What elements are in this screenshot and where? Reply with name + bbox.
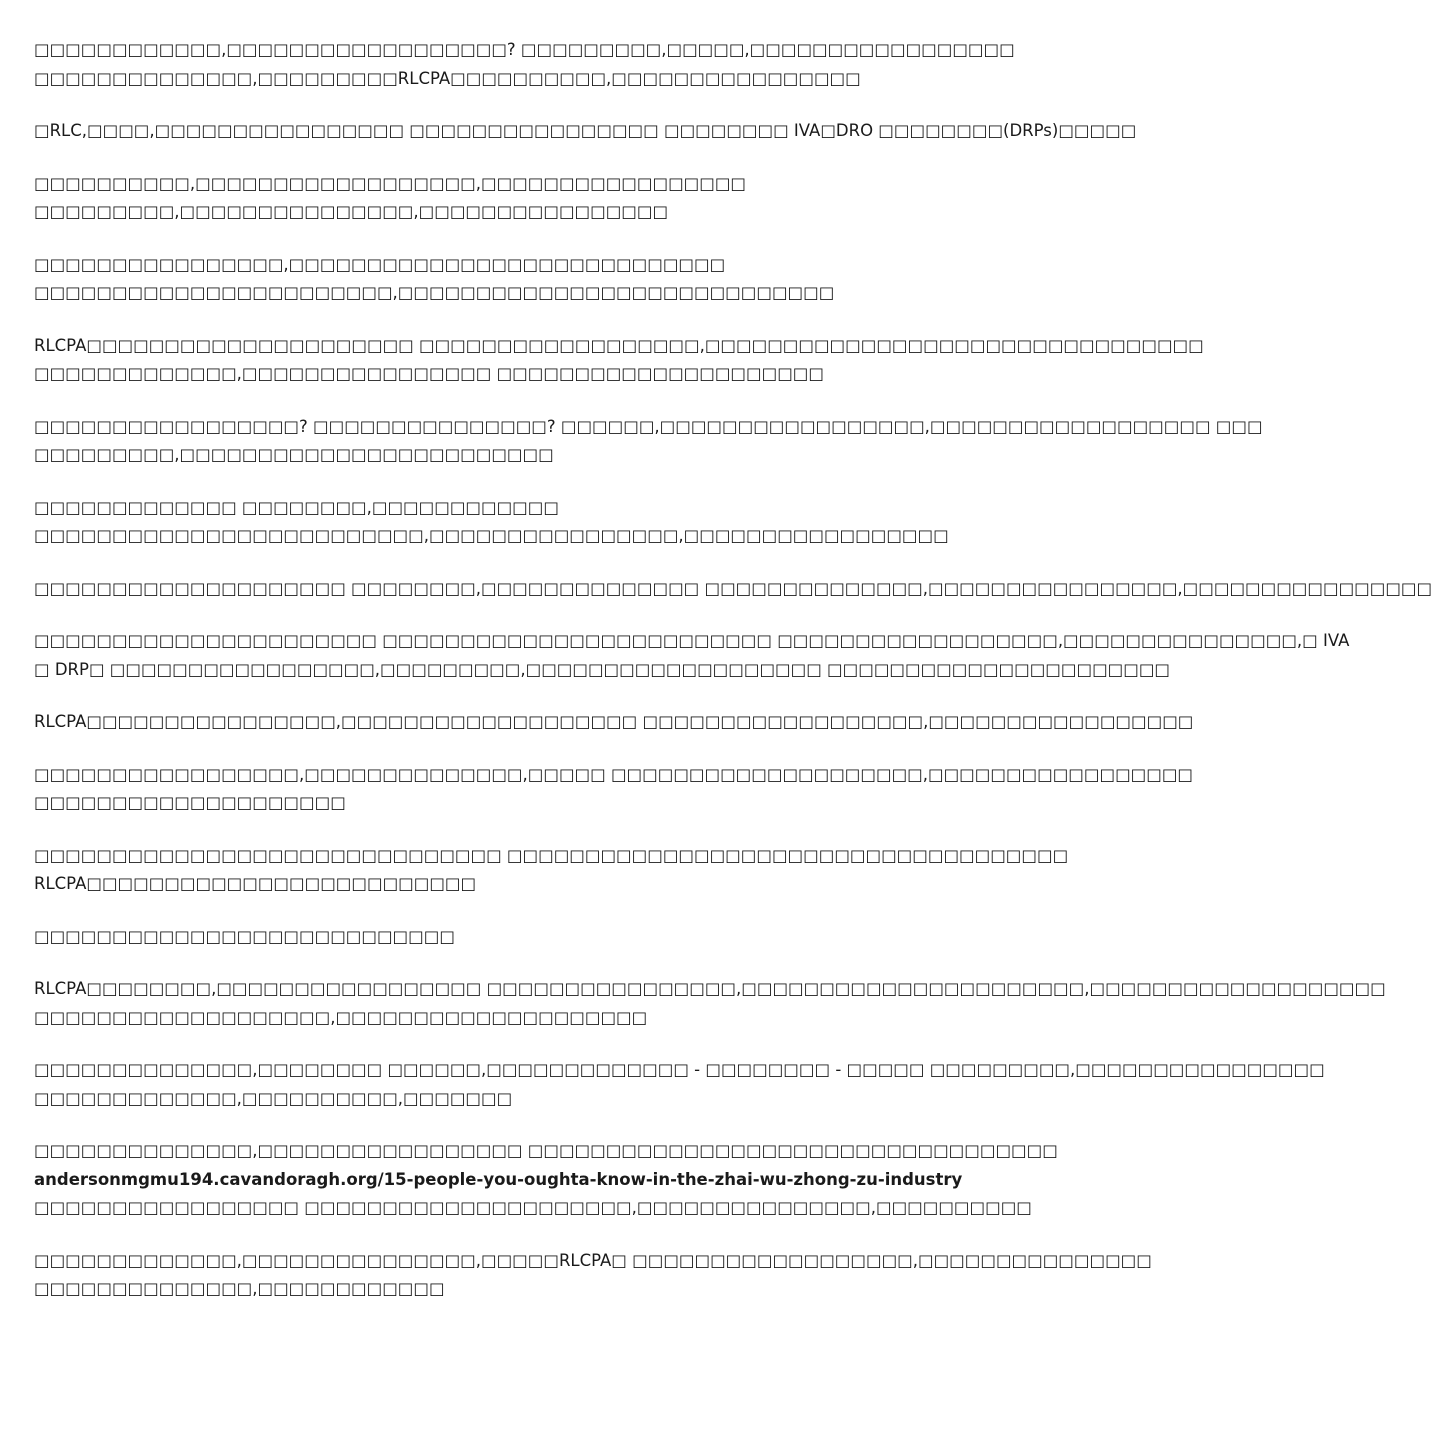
paragraph-line: □□□□□□□□□□□□□□□□□? □□□□□□□□□□□□□□□? □□□□□□,□□□□□□□□□□□□□□□□□,□□□□□□□□□□□□□□□□□□ □□□ — [34, 416, 1263, 436]
paragraph-12 — [34, 842, 1069, 899]
paragraph-line: □ DRP□ □□□□□□□□□□□□□□□□□,□□□□□□□□□,□□□□□□□□□□□□□□□□□□□ □□□□□□□□□□□□□□□□□□□□□□ — [34, 659, 1171, 679]
paragraph-line: □□□□□□□□□,□□□□□□□□□□□□□□□□□□□□□□□□ — [34, 445, 554, 464]
paragraph-line: □□□□□□□□□□□□□ □□□□□□□□,□□□□□□□□□□□□ — [34, 497, 559, 517]
paragraph-line: □RLC,□□□□,□□□□□□□□□□□□□□□□ □□□□□□□□□□□□□□□□ □□□□□□□□ IVA□DRO □□□□□□□□(DRPs)□□□□□ — [34, 121, 1137, 140]
paragraph-line: □□□□□□□□□□□□□□,□□□□□□□□□RLCPA□□□□□□□□□□,□□□□□□□□□□□□□□□□ — [34, 68, 861, 88]
paragraph-14 — [34, 975, 1386, 1032]
article-link[interactable]: andersonmgmu194.cavandoragh.org/15-people-you-oughta-know-in-the-zhai-wu-zhong-zu-industry — [34, 1169, 963, 1189]
paragraph-13 — [34, 923, 990, 952]
document-body — [34, 36, 1432, 1328]
paragraph-line: □□□□□□□□□□□□□□□□□□□,□□□□□□□□□□□□□□□□□□□□ — [34, 1007, 648, 1027]
paragraph-17 — [34, 1247, 1152, 1304]
paragraph-16 — [34, 1137, 1058, 1223]
paragraph-9 — [34, 627, 1350, 684]
paragraph-line: □□□□□□□□□□□□□□,□□□□□□□□□□□□ — [34, 1279, 445, 1298]
paragraph-15 — [34, 1056, 1325, 1113]
paragraph-line: □□□□□□□□□□□□□□□□□,□□□□□□□□□□□□□□,□□□□□ □□□□□□□□□□□□□□□□□□□□,□□□□□□□□□□□□□□□□□ — [34, 764, 1194, 784]
paragraph-line: □□□□□□□□□□□□□□□□□□□□ □□□□□□□□,□□□□□□□□□□□□□□ □□□□□□□□□□□□□□,□□□□□□□□□□□□□□□□,□□□□□□□□□□□□□□□□ — [34, 578, 1432, 598]
paragraph-2 — [34, 117, 1137, 146]
paragraph-line: □□□□□□□□□□□□□□□□,□□□□□□□□□□□□□□□□□□□□□□□□□□□□ — [34, 254, 726, 274]
paragraph-line: RLCPA□□□□□□□□,□□□□□□□□□□□□□□□□□ □□□□□□□□□□□□□□□□,□□□□□□□□□□□□□□□□□□□□□□,□□□□□□□□□□□□□□□□□□□ — [34, 979, 1386, 998]
paragraph-6 — [34, 413, 1263, 470]
paragraph-3 — [34, 170, 990, 227]
paragraph-line: □□□□□□□□□□□□□□,□□□□□□□□□□□□□□□□□ □□□□□□□□□□□□□□□□□□□□□□□□□□□□□□□□□□ — [34, 1141, 1058, 1160]
paragraph-7 — [34, 494, 990, 551]
paragraph-line: RLCPA□□□□□□□□□□□□□□□□,□□□□□□□□□□□□□□□□□□□ □□□□□□□□□□□□□□□□□□,□□□□□□□□□□□□□□□□□ — [34, 712, 1194, 731]
paragraph-line: □□□□□□□□□□,□□□□□□□□□□□□□□□□□□,□□□□□□□□□□□□□□□□□ — [34, 173, 747, 193]
paragraph-line: RLCPA□□□□□□□□□□□□□□□□□□□□□□□□□ — [34, 874, 477, 893]
paragraph-line: □□□□□□□□□□□□□,□□□□□□□□□□,□□□□□□□ — [34, 1088, 513, 1108]
paragraph-line: □□□□□□□□□□□□□□□□□□□□□□□□□,□□□□□□□□□□□□□□□□,□□□□□□□□□□□□□□□□□ — [34, 526, 949, 545]
paragraph-line: □□□□□□□□□□□□□□,□□□□□□□□ □□□□□□,□□□□□□□□□□□□□ - □□□□□□□□ - □□□□□ □□□□□□□□□,□□□□□□□□□□□□□□□□ — [34, 1060, 1325, 1079]
paragraph-line: □□□□□□□□□□□□□,□□□□□□□□□□□□□□□,□□□□□RLCPA□ □□□□□□□□□□□□□□□□□□,□□□□□□□□□□□□□□□ — [34, 1250, 1152, 1270]
paragraph-line: □□□□□□□□□□□□□□□□□□□□□□□,□□□□□□□□□□□□□□□□□□□□□□□□□□□□ — [34, 283, 835, 302]
paragraph-line: □□□□□□□□□□□□□□□□□□□□□□ □□□□□□□□□□□□□□□□□□□□□□□□□ □□□□□□□□□□□□□□□□□□,□□□□□□□□□□□□□□□,□ IVA — [34, 631, 1350, 650]
paragraph-line: □□□□□□□□□□□□□,□□□□□□□□□□□□□□□□ □□□□□□□□□□□□□□□□□□□□□ — [34, 364, 824, 383]
paragraph-line: □□□□□□□□□□□□,□□□□□□□□□□□□□□□□□□? □□□□□□□□□,□□□□□,□□□□□□□□□□□□□□□□□ — [34, 40, 1015, 59]
paragraph-11 — [34, 761, 1194, 818]
paragraph-1 — [34, 36, 1015, 93]
paragraph-line: □□□□□□□□□,□□□□□□□□□□□□□□□,□□□□□□□□□□□□□□□□ — [34, 202, 669, 221]
paragraph-line: □□□□□□□□□□□□□□□□□ □□□□□□□□□□□□□□□□□□□□□,□□□□□□□□□□□□□□□,□□□□□□□□□□ — [34, 1198, 1032, 1217]
paragraph-4 — [34, 251, 990, 308]
paragraph-8 — [34, 575, 1432, 604]
paragraph-10 — [34, 708, 1194, 737]
paragraph-line: □□□□□□□□□□□□□□□□□□□□□□□□□□□□□□ □□□□□□□□□□□□□□□□□□□□□□□□□□□□□□□□□□□□ — [34, 845, 1069, 865]
paragraph-line: RLCPA□□□□□□□□□□□□□□□□□□□□□ □□□□□□□□□□□□□□□□□□,□□□□□□□□□□□□□□□□□□□□□□□□□□□□□□□□ — [34, 335, 1204, 355]
paragraph-line: □□□□□□□□□□□□□□□□□□□□□□□□□□□ — [34, 926, 455, 946]
paragraph-5 — [34, 332, 1204, 389]
paragraph-line: □□□□□□□□□□□□□□□□□□□□ — [34, 793, 346, 812]
